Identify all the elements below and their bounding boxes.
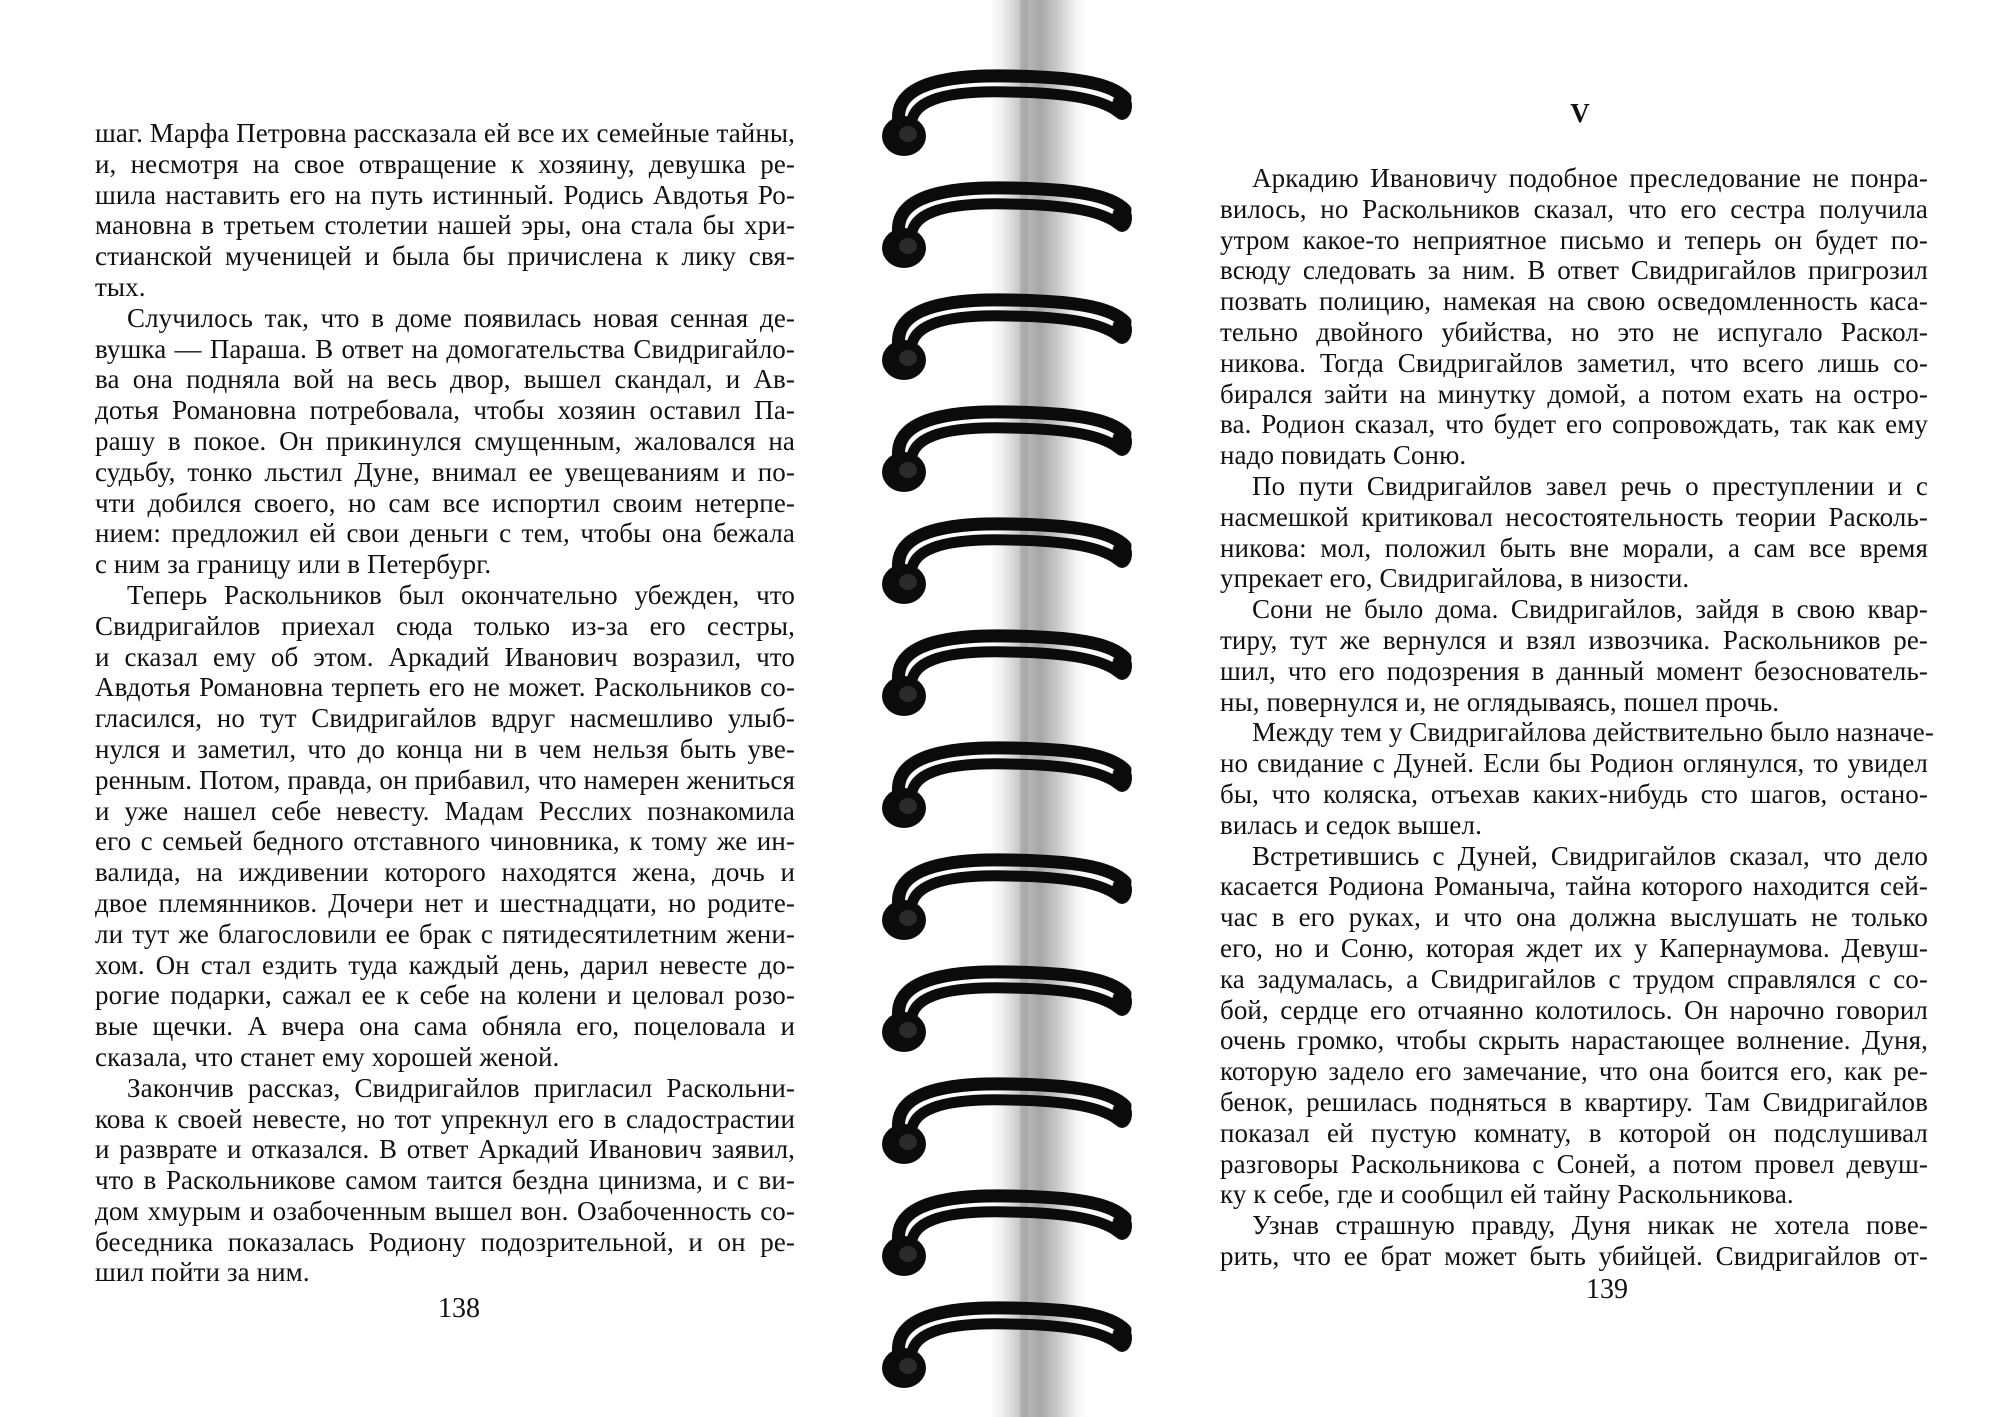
text-line: ренным. Потом, правда, он прибавил, что намерен жениться <box>95 764 795 795</box>
text-line: очень громко, чтобы скрыть нарастающее волнение. Дуня, <box>1220 1025 1928 1056</box>
text-line: рить, что ее брат может быть убийцей. Свидригайлов от- <box>1220 1240 1928 1271</box>
page-number-left: 138 <box>438 1293 480 1324</box>
text-line: что в Раскольникове самом таится бездна цинизма, и с ви- <box>95 1165 795 1196</box>
binding-rings <box>860 0 1180 1417</box>
text-line: Аркадию Ивановичу подобное преследование не понра- <box>1252 163 1928 193</box>
text-line: тых. <box>95 271 146 302</box>
text-line: утром какое-то неприятное письмо и теперь он будет по- <box>1220 224 1928 255</box>
binding-ring <box>882 1196 1132 1276</box>
text-line: валида, на иждивении которого находятся жена, дочь и <box>95 857 795 888</box>
binding-ring <box>882 76 1132 156</box>
text-line: вилось, но Раскольников сказал, что его сестра получила <box>1220 193 1928 224</box>
left-page-text <box>95 118 795 1288</box>
text-line: шил пойти за ним. <box>95 1257 310 1288</box>
text-line: тиру, тут же вернулся и взял извозчика. Раскольников ре- <box>1220 624 1928 655</box>
text-line: показал ей пустую комнату, в которой он подслушивал <box>1220 1117 1928 1148</box>
binding-ring <box>882 524 1132 604</box>
text-line: тельно двойного убийства, но это не испугало Раскол- <box>1220 316 1928 347</box>
text-line: судьбу, тонко льстил Дуне, внимал ее увещеваниям и по- <box>95 456 795 487</box>
text-line: позвать полицию, намекая на свою осведомленность каса- <box>1220 286 1928 317</box>
text-line: вушка — Параша. В ответ на домогательства Свидригайло- <box>95 333 795 364</box>
binding-ring <box>882 300 1132 380</box>
text-line: кова к своей невесте, но тот упрекнул его в сладострастии <box>95 1103 795 1134</box>
text-line: его, но и Соню, которая ждет их у Капернаумова. Девуш- <box>1220 932 1928 963</box>
text-line: упрекает его, Свидригайлова, в низости. <box>1220 563 1690 594</box>
text-line: с ним за границу или в Петербург. <box>95 549 492 580</box>
text-line: Между тем у Свидригайлова действительно было назначе- <box>1252 717 1934 748</box>
binding-ring <box>882 188 1132 268</box>
text-line: Встретившись с Дуней, Свидригайлов сказал, что дело <box>1252 840 1928 871</box>
text-line: ва. Родион сказал, что будет его сопровождать, так как ему <box>1220 409 1928 440</box>
text-line: касается Родиона Романыча, тайна которого находится сей- <box>1220 871 1928 902</box>
text-line: Сони не было дома. Свидригайлов, зайдя в свою квар- <box>1252 594 1928 625</box>
text-line: Авдотья Романовна терпеть его не может. Раскольников со- <box>95 672 795 703</box>
text-line: Свидригайлов приехал сюда только из-за его сестры, <box>95 610 795 641</box>
text-line: стианской мученицей и была бы причислена к лику свя- <box>95 241 795 272</box>
text-line: надо повидать Соню. <box>1220 440 1467 471</box>
text-line: Закончив рассказ, Свидригайлов пригласил Раскольни- <box>127 1072 795 1103</box>
text-line: всюду следовать за ним. В ответ Свидригайлов пригрозил <box>1220 255 1928 286</box>
text-line: ли тут же благословили ее брак с пятидесятилетним жени- <box>95 918 795 949</box>
text-line: ны, повернулся и, не оглядываясь, пошел прочь. <box>1220 686 1780 717</box>
text-line: гласился, но тут Свидригайлов вдруг насмешливо улыб- <box>95 703 795 734</box>
text-line: насмешкой критиковал несостоятельность теории Расколь- <box>1220 501 1928 532</box>
text-line: нием: предложил ей свои деньги с тем, чтобы она бежала <box>95 518 795 549</box>
binding-ring <box>882 636 1132 716</box>
text-line: шаг. Марфа Петровна рассказала ей все их семейные тайны, <box>95 118 795 148</box>
text-line: ва она подняла вой на весь двор, вышел скандал, и Ав- <box>95 364 795 395</box>
text-line: чти добился своего, но сам все испортил своим нетерпе- <box>95 487 795 518</box>
text-line: беседника показалась Родиону подозрительной, и он ре- <box>95 1226 795 1257</box>
text-line: никова: мол, положил быть вне морали, а сам все время <box>1220 532 1928 563</box>
text-line: Случилось так, что в доме появилась новая сенная де- <box>127 302 795 333</box>
binding-ring <box>882 860 1132 940</box>
text-line: и разврате и отказался. В ответ Аркадий Иванович заявил, <box>95 1134 795 1165</box>
text-line: бы, что коляска, отъехав каких-нибудь сто шагов, остано- <box>1220 778 1928 809</box>
text-line: сказала, что станет ему хорошей женой. <box>95 1041 560 1072</box>
text-line: бой, сердце его отчаянно колотилось. Он нарочно говорил <box>1220 994 1928 1025</box>
text-line: но свидание с Дуней. Если бы Родион оглянулся, то увидел <box>1220 748 1928 779</box>
left-page <box>0 0 860 1417</box>
text-line: и уже нашел себе невесту. Мадам Ресслих познакомила <box>95 795 795 826</box>
text-line: и, несмотря на свое отвращение к хозяину, девушка ре- <box>95 148 795 179</box>
text-line: хом. Он стал ездить туда каждый день, дарил невесте до- <box>95 949 795 980</box>
text-line: мановна в третьем столетии нашей эры, она стала бы хри- <box>95 210 795 241</box>
text-line: ку к себе, где и сообщил ей тайну Раскольникова. <box>1220 1179 1794 1210</box>
text-line: шил, что его подозрения в данный момент безоснователь- <box>1220 655 1928 686</box>
text-line: его с семьей бедного отставного чиновника, к тому же ин- <box>95 826 795 857</box>
binding-ring <box>882 412 1132 492</box>
text-line: рогие подарки, сажал ее к себе на колени и целовал розо- <box>95 980 795 1011</box>
text-line: вилась и седок вышел. <box>1220 809 1482 840</box>
text-line: которую задело его замечание, что она боится его, как ре- <box>1220 1056 1928 1087</box>
text-line: дотья Романовна потребовала, чтобы хозяин оставил Па- <box>95 395 795 426</box>
right-page-text <box>1220 163 1934 1272</box>
text-line: ка задумалась, а Свидригайлов с трудом справлялся с со- <box>1220 963 1928 994</box>
chapter-title: V <box>1570 98 1590 128</box>
page-number-right: 139 <box>1586 1274 1628 1305</box>
text-line: дом хмурым и озабоченным вышел вон. Озабоченность со- <box>95 1195 795 1226</box>
spiral-binding <box>860 0 1180 1417</box>
binding-ring <box>882 972 1132 1052</box>
text-line: час в его руках, и что она должна выслушать не только <box>1220 902 1928 933</box>
binding-ring <box>882 1084 1132 1164</box>
text-line: никова. Тогда Свидригайлов заметил, что всего лишь со- <box>1220 347 1928 378</box>
right-page <box>1180 0 2000 1417</box>
text-line: По пути Свидригайлов завел речь о преступлении и с <box>1252 470 1928 501</box>
text-line: бирался зайти на минутку домой, а потом ехать на остро- <box>1220 378 1928 409</box>
text-line: нулся и заметил, что до конца ни в чем нельзя быть уве- <box>95 733 795 764</box>
text-line: и сказал ему об этом. Аркадий Иванович возразил, что <box>95 641 795 672</box>
text-line: рашу в покое. Он прикинулся смущенным, жаловался на <box>95 425 795 456</box>
binding-ring <box>882 748 1132 828</box>
text-line: Узнав страшную правду, Дуня никак не хотела пове- <box>1252 1210 1928 1241</box>
text-line: двое племянников. Дочери нет и шестнадцати, но родите- <box>95 887 795 918</box>
text-line: шила наставить его на путь истинный. Родись Авдотья Ро- <box>95 179 795 210</box>
text-line: вые щечки. А вчера она сама обняла его, поцеловала и <box>95 1011 795 1042</box>
text-line: бенок, решилась подняться в квартиру. Там Свидригайлов <box>1220 1086 1928 1117</box>
text-line: Теперь Раскольников был окончательно убежден, что <box>127 579 795 610</box>
binding-ring <box>882 1308 1132 1388</box>
text-line: разговоры Раскольникова с Соней, а потом провел девуш- <box>1220 1148 1928 1179</box>
